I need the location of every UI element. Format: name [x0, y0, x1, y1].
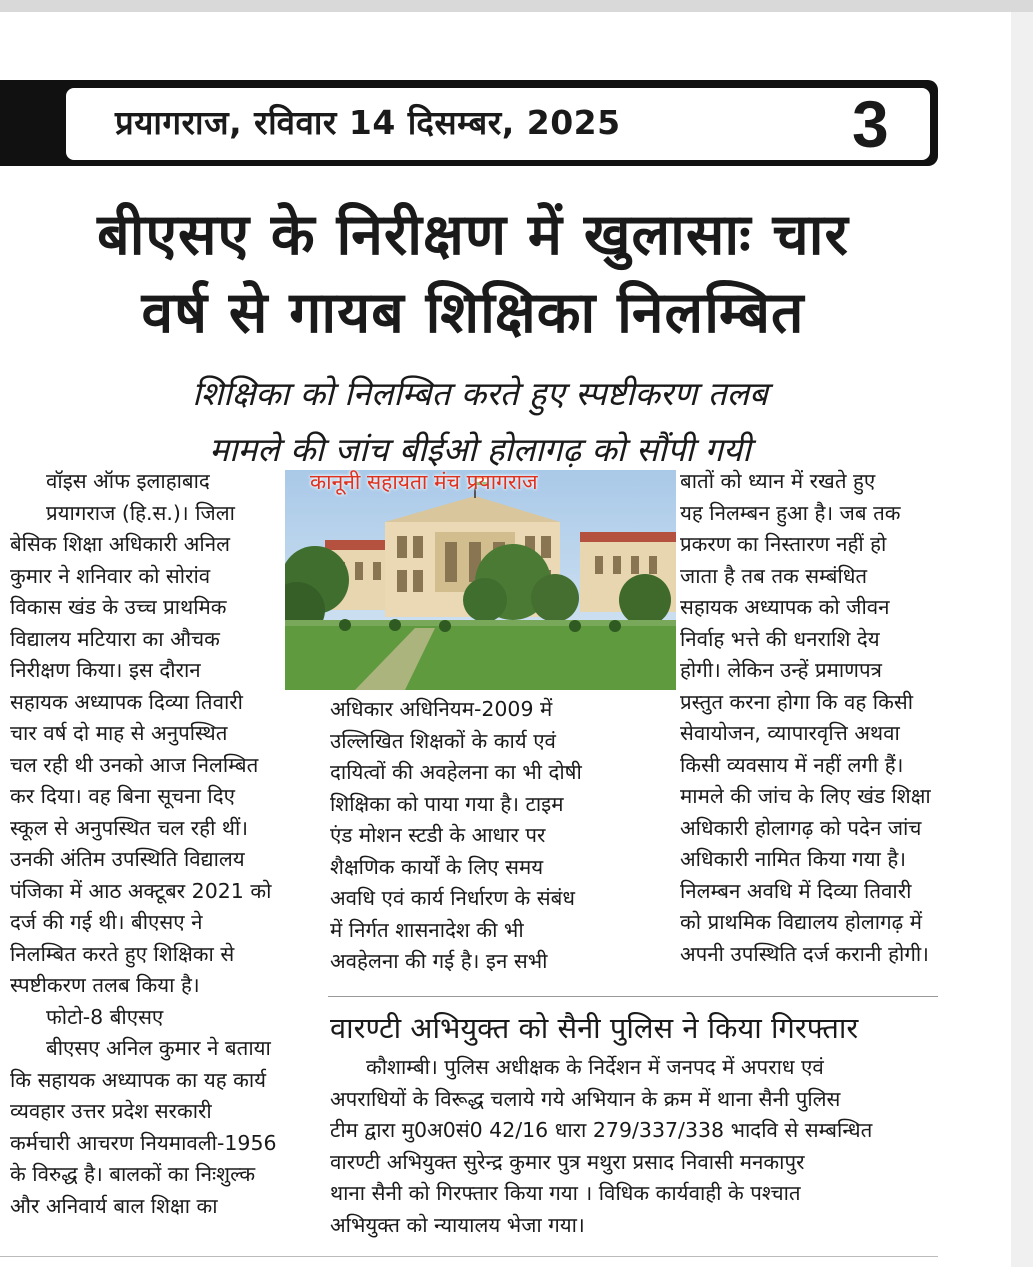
page-bottom-rule	[0, 1256, 938, 1257]
text-line: चल रही थी उनको आज निलम्बित	[10, 752, 259, 777]
text-line: व्यवहार उत्तर प्रदेश सरकारी	[10, 1099, 212, 1123]
text-line: चार वर्ष दो माह से अनुपस्थित	[10, 721, 228, 745]
text-line: अवहेलना की गई है। इन सभी	[330, 949, 548, 973]
dateline-text: प्रयागराज, रविवार 14 दिसम्बर, 2025	[115, 103, 621, 142]
text-line: स्कूल से अनुपस्थित चल रही थीं।	[10, 815, 249, 840]
headline-line-2: वर्ष से गायब शिक्षिका निलम्बित	[141, 280, 805, 346]
text-line: एंड मोशन स्टडी के आधार पर	[330, 823, 546, 847]
text-line: के विरुद्ध है। बालकों का निःशुल्क	[10, 1162, 256, 1186]
text-line: होगी। लेकिन उन्हें प्रमाणपत्र	[680, 658, 882, 682]
text-line: निलम्बित करते हुए शिक्षिका से	[10, 941, 235, 966]
text-line: में निर्गत शासनादेश की भी	[330, 917, 524, 942]
headline-line-1: बीएसए के निरीक्षण में खुलासाः चार	[97, 202, 849, 268]
text-line: अपनी उपस्थिति दर्ज करानी होगी।	[680, 941, 929, 966]
text-line: बेसिक शिक्षा अधिकारी अनिल	[10, 532, 230, 556]
text-line: कौशाम्बी। पुलिस अधीक्षक के निर्देशन में जनपद में अपराध एवं	[366, 1055, 824, 1079]
text-line: दायित्वों की अवहेलना का भी दोषी	[330, 760, 582, 784]
text-line: प्रकरण का निस्तारण नहीं हो	[680, 532, 887, 556]
text-line: अधिकारी होलागढ़ को पदेन जांच	[680, 815, 922, 840]
text-line: अवधि एवं कार्य निर्धारण के संबंध	[330, 886, 575, 910]
text-line: प्रयागराज (हि.स.)। जिला	[46, 500, 235, 525]
text-line: विकास खंड के उच्च प्राथमिक	[10, 595, 227, 619]
top-border	[0, 0, 1033, 12]
text-line: अधिकार अधिनियम-2009 में	[330, 697, 553, 721]
text-line: प्रस्तुत करना होगा कि वह किसी	[680, 689, 914, 714]
text-line: निरीक्षण किया। इस दौरान	[10, 658, 201, 682]
courthouse-photo	[285, 470, 676, 690]
story2-body	[330, 1052, 938, 1241]
text-line: स्पष्टीकरण तलब किया है।	[10, 973, 200, 997]
headline	[8, 196, 938, 352]
text-line: वारण्टी अभियुक्त सुरेन्द्र कुमार पुत्र मथुरा प्रसाद निवासी मनकापुर	[330, 1149, 805, 1174]
text-line: और अनिवार्य बाल शिक्षा का	[10, 1193, 218, 1218]
text-line: सेवायोजन, व्यापारवृत्ति अथवा	[680, 721, 900, 745]
text-line: बीएसए अनिल कुमार ने बताया	[46, 1036, 271, 1060]
text-line: निर्वाह भत्ते की धनराशि देय	[680, 626, 880, 651]
text-line: यह निलम्बन हुआ है। जब तक	[680, 500, 901, 525]
photo-credit: फोटो-8 बीएसए	[46, 1004, 164, 1029]
text-line: अधिकारी नामित किया गया है।	[680, 847, 906, 871]
text-line: किसी व्यवसाय में नहीं लगी हैं।	[680, 752, 904, 777]
text-line: थाना सैनी को गिरफ्तार किया गया । विधिक कार्यवाही के पश्चात	[330, 1181, 801, 1205]
text-line: टीम द्वारा मु0अ0सं0 42/16 धारा 279/337/338 भादवि से सम्बन्धित	[330, 1118, 873, 1142]
text-line: शैक्षणिक कार्यों के लिए समय	[330, 854, 544, 879]
subheadline	[60, 366, 900, 478]
story2-headline: वारण्टी अभियुक्त को सैनी पुलिस ने किया गिरफ्तार	[330, 1011, 859, 1045]
text-line: अभियुक्त को न्यायालय भेजा गया।	[330, 1212, 585, 1237]
photo-caption: कानूनी सहायता मंच प्रयागराज	[310, 470, 538, 494]
text-line: बातों को ध्यान में रखते हुए	[680, 469, 876, 493]
text-line: निलम्बन अवधि में दिव्या तिवारी	[680, 878, 912, 903]
subheadline-line-1: शिक्षिका को निलम्बित करते हुए स्पष्टीकरण तलब	[192, 374, 768, 413]
page-edge	[1011, 12, 1033, 1267]
subheadline-line-2: मामले की जांच बीईओ होलागढ़ को सौंपी गयी	[209, 430, 751, 469]
byline: वॉइस ऑफ इलाहाबाद	[46, 469, 210, 493]
text-line: कि सहायक अध्यापक का यह कार्य	[10, 1067, 267, 1092]
text-line: कुमार ने शनिवार को सोरांव	[10, 563, 211, 588]
text-line: शिक्षिका को पाया गया है। टाइम	[330, 791, 564, 816]
text-line: दर्ज की गई थी। बीएसए ने	[10, 910, 203, 934]
text-line: पंजिका में आठ अक्टूबर 2021 को	[10, 878, 272, 903]
text-line: विद्यालय मटियारा का औचक	[10, 626, 220, 651]
text-line: उनकी अंतिम उपस्थिति विद्यालय	[10, 847, 245, 871]
text-line: उल्लिखित शिक्षकों के कार्य एवं	[330, 728, 556, 753]
text-line: सहायक अध्यापक दिव्या तिवारी	[10, 689, 243, 714]
story-divider	[328, 996, 938, 997]
page-number: 3	[852, 87, 889, 161]
text-line: सहायक अध्यापक को जीवन	[680, 595, 890, 619]
text-line: जाता है तब तक सम्बंधित	[680, 563, 868, 588]
story-column-2	[330, 694, 620, 978]
text-line: मामले की जांच के लिए खंड शिक्षा	[680, 784, 931, 808]
text-line: कर दिया। वह बिना सूचना दिए	[10, 784, 235, 808]
story-column-1	[10, 466, 298, 1222]
text-line: को प्राथमिक विद्यालय होलागढ़ में	[680, 910, 922, 934]
text-line: कर्मचारी आचरण नियमावली-1956	[10, 1130, 277, 1155]
text-line: अपराधियों के विरूद्ध चलाये गये अभियान के क्रम में थाना सैनी पुलिस	[330, 1086, 841, 1111]
story-column-3	[680, 466, 938, 970]
courthouse-image	[285, 470, 676, 690]
